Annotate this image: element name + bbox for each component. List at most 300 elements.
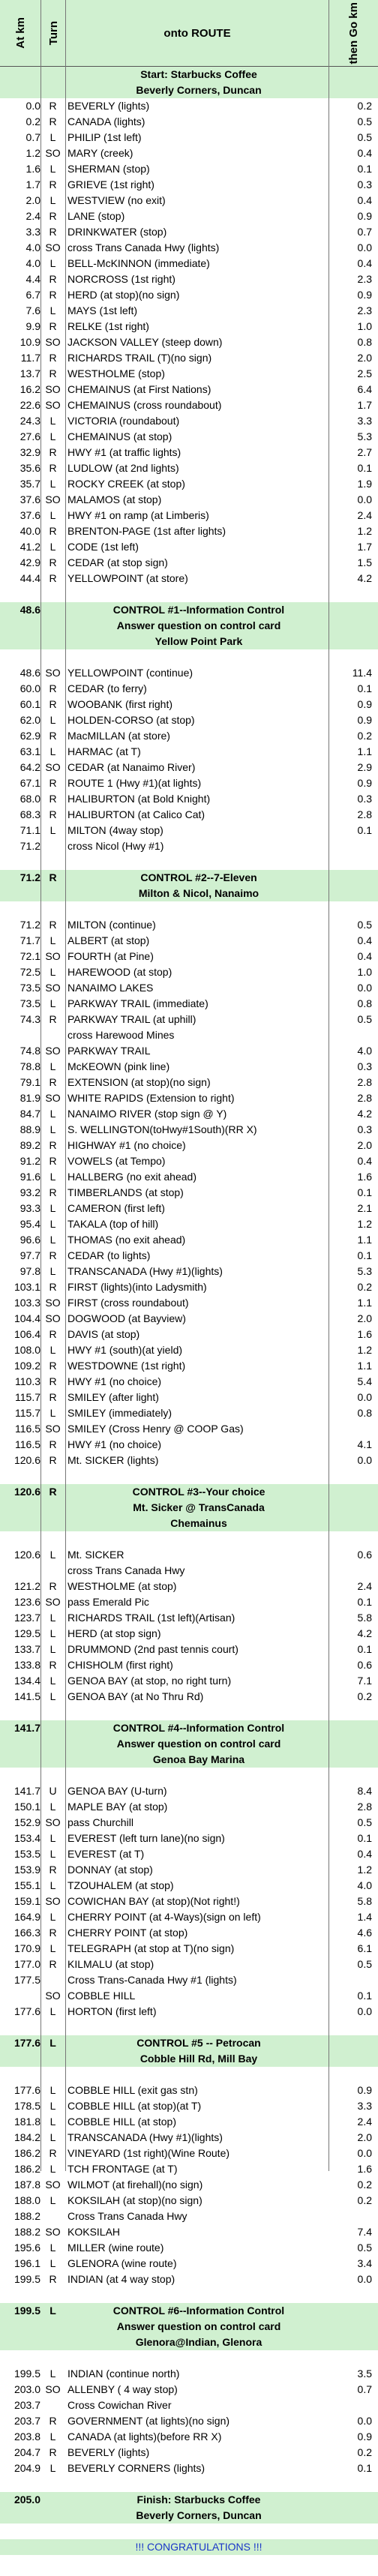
row-go-km: 1.1 [357,745,372,757]
row-at-km: 103.1 [14,1281,40,1293]
control-row [0,2319,378,2335]
row-route: DONNAY (at stop) [68,1864,153,1876]
row-go-km: 0.4 [357,934,372,946]
table-row [0,1201,378,1216]
row-route: LANE (stop) [68,210,125,222]
row-at-km: 41.2 [20,541,40,553]
row-go-km: 2.8 [357,1801,372,1813]
row-turn: L [50,2194,56,2206]
table-row [0,1279,378,1295]
row-at-km: 0.7 [26,131,40,143]
row-route: FIRST (cross roundabout) [68,1297,189,1309]
row-at-km: 177.6 [14,2084,40,2096]
row-route: GENOA BAY (at stop, no right turn) [68,1675,232,1687]
row-go-km: 0.5 [357,115,372,127]
row-route: VINEYARD (1st right)(Wine Route) [68,2147,230,2159]
row-turn: R [49,572,57,584]
row-at-km: 71.2 [20,919,40,931]
row-turn: SO [45,493,61,505]
row-route: MILLER (wine route) [68,2242,164,2254]
row-turn: L [50,966,56,978]
row-at-km: 141.7 [14,1785,40,1797]
row-route: TRANSCANADA (Hwy #1)(lights) [68,2131,223,2143]
row-at-km: 115.7 [15,1391,40,1403]
row-at-km: 177.6 [14,2037,40,2049]
table-row [0,1106,378,1122]
table-row [0,145,378,161]
row-go-km: 0.1 [357,1832,372,1844]
table-row [0,712,378,728]
column-divider-route [328,0,329,2171]
row-go-km: 0.2 [357,1281,372,1293]
row-turn: L [50,1344,56,1356]
row-turn: R [49,793,57,805]
row-turn: R [49,525,57,537]
table-row [0,1768,378,1783]
row-turn: L [50,1832,56,1844]
row-route: COBBLE HILL (at stop) [68,2116,176,2128]
table-row [0,1657,378,1673]
row-turn: R [49,1139,57,1151]
row-turn: R [49,462,57,474]
row-go-km: 0.1 [357,1596,372,1608]
row-at-km: 199.5 [14,2273,40,2285]
table-row [0,2350,378,2366]
row-route: pass Emerald Pic [68,1596,149,1608]
row-route: GENOA BAY (at No Thru Rd) [68,1690,204,1702]
row-route: PHILIP (1st left) [68,131,142,143]
row-go-km: 7.4 [357,2226,372,2238]
row-go-km: 0.1 [357,163,372,175]
row-turn: R [49,1328,57,1340]
row-turn: L [50,1848,56,1860]
table-row [0,2398,378,2413]
row-turn: L [50,1690,56,1702]
row-go-km: 0.4 [357,1848,372,1860]
row-turn: L [50,1234,56,1246]
row-route: TIMBERLANDS (at stop) [68,1186,184,1198]
row-turn: SO [45,1045,61,1057]
row-turn: R [49,1454,57,1466]
row-route: CEDAR (at Nanaimo River) [68,761,196,773]
table-row [0,2161,378,2177]
table-row [0,397,378,413]
row-at-km: 72.5 [20,966,40,978]
row-route: HALLBERG (no exit ahead) [68,1171,196,1183]
table-row [0,1311,378,1327]
row-at-km: 141.5 [14,1690,40,1702]
row-turn: L [50,131,56,143]
row-route: WHITE RAPIDS (Extension to right) [68,1092,235,1104]
row-go-km: 0.9 [357,698,372,710]
control-row [0,2335,378,2350]
row-at-km: 178.5 [14,2100,40,2112]
table-row [0,1673,378,1689]
table-row [0,1705,378,1720]
column-divider-km [40,0,41,2171]
row-at-km: 106.4 [14,1328,40,1340]
table-row [0,208,378,224]
row-turn: R [49,919,57,931]
row-at-km: 35.6 [20,462,40,474]
table-row [0,1232,378,1248]
row-at-km: 11.7 [20,352,40,364]
row-go-km: 0.1 [357,1249,372,1261]
control-row [0,870,378,886]
row-go-km: 1.9 [357,478,372,490]
row-go-km: 4.6 [357,1927,372,1939]
row-go-km: 0.3 [357,1060,372,1072]
row-go-km: 2.8 [357,1092,372,1104]
row-go-km: 0.0 [357,1454,372,1466]
row-turn: SO [45,399,61,411]
row-turn: SO [45,1423,61,1435]
row-route: GOVERNMENT (at lights)(no sign) [68,2415,230,2427]
row-go-km: 1.6 [357,2163,372,2175]
row-at-km: 1.2 [26,147,40,159]
table-row [0,2193,378,2209]
row-turn: R [49,1486,57,1498]
row-at-km: 186.2 [14,2147,40,2159]
row-go-km: 11.4 [352,667,372,679]
row-route: BEVERLY (lights) [68,2446,150,2458]
row-at-km: 166.3 [14,1927,40,1939]
table-row [0,2429,378,2445]
row-route: NORCROSS (1st right) [68,273,176,285]
row-turn: L [50,1171,56,1183]
row-turn: L [50,934,56,946]
row-route: MacMILLAN (at store) [68,730,170,742]
row-at-km: 204.7 [14,2446,40,2458]
row-turn: L [50,415,56,427]
row-turn: R [49,1013,57,1025]
row-route: SHERMAN (stop) [68,163,150,175]
control-row [0,2035,378,2051]
row-turn: L [50,2116,56,2128]
row-go-km: 8.4 [357,1785,372,1797]
table-row [0,901,378,917]
row-go-km: 0.7 [357,2383,372,2395]
row-turn: L [50,1612,56,1624]
row-route: MAYS (1st left) [68,304,138,316]
row-turn: R [49,226,57,238]
row-turn: L [50,1879,56,1891]
row-at-km: 199.5 [14,2368,40,2380]
table-row [0,2445,378,2461]
row-go-km: 0.9 [357,289,372,301]
row-at-km: 64.2 [20,761,40,773]
table-row [0,2413,378,2429]
table-row [0,1421,378,1437]
row-turn: R [49,352,57,364]
table-row [0,1909,378,1925]
control-row [0,886,378,901]
table-row [0,1957,378,1972]
table-row [0,1878,378,1894]
row-at-km: 109.2 [14,1360,40,1372]
row-route: WOOBANK (first right) [68,698,173,710]
row-route: MARY (creek) [68,147,134,159]
row-turn: R [49,1659,57,1671]
table-row [0,980,378,996]
row-route: HALIBURTON (at Bold Knight) [68,793,211,805]
table-row [0,555,378,571]
table-row [0,1390,378,1405]
row-route: cross Trans Canada Hwy (lights) [68,241,220,253]
row-route: COBBLE HILL [68,1990,136,2002]
table-row [0,807,378,823]
table-row [0,224,378,240]
table-row [0,2476,378,2492]
table-row [0,1075,378,1090]
table-row [0,1437,378,1453]
row-go-km: 3.3 [357,415,372,427]
row-go-km: 0.5 [357,1816,372,1828]
row-route: DOGWOOD (at Bayview) [68,1312,186,1324]
row-route: HERD (at stop)(no sign) [68,289,180,301]
row-go-km: 0.1 [357,462,372,474]
table-row [0,1043,378,1059]
header-go-km-label: then Go km [347,1,360,64]
table-row [0,1169,378,1185]
control-row [0,602,378,618]
table-row [0,460,378,476]
row-at-km: 71.7 [20,934,40,946]
row-go-km: 1.7 [357,541,372,553]
row-turn: L [50,1549,56,1561]
row-turn: L [50,163,56,175]
table-row [0,917,378,933]
row-go-km: 0.0 [357,1391,372,1403]
row-turn: L [50,2462,56,2474]
row-go-km: 2.8 [357,808,372,820]
row-route: VOWELS (at Tempo) [68,1155,166,1167]
row-go-km: 0.5 [357,131,372,143]
row-turn: R [49,210,57,222]
table-row [0,2020,378,2035]
row-route: ROCKY CREEK (at stop) [68,478,185,490]
row-at-km: 95.4 [20,1218,40,1230]
row-go-km: 0.2 [357,100,372,112]
row-route: pass Churchill [68,1816,134,1828]
row-turn: R [49,100,57,112]
table-row [0,744,378,760]
table-row [0,665,378,681]
row-at-km: 1.7 [26,178,40,190]
row-route: COBBLE HILL (at stop)(at T) [68,2100,202,2112]
row-at-km: 103.3 [14,1297,40,1309]
row-route: HWY #1 (south)(at yield) [68,1344,183,1356]
row-go-km: 0.1 [357,1643,372,1655]
row-route: CHEMAINUS (at First Nations) [68,383,212,395]
table-row [0,319,378,334]
row-turn: R [49,1958,57,1970]
row-route: Start: Starbucks Coffee [140,68,257,80]
row-go-km: 1.6 [357,1328,372,1340]
row-at-km: 35.7 [20,478,40,490]
row-at-km: 71.2 [20,840,40,852]
row-route: YELLOWPOINT (continue) [68,667,194,679]
table-row [0,2382,378,2398]
row-go-km: 0.4 [357,147,372,159]
control-row [0,1720,378,1736]
table-row [0,130,378,145]
table-row [0,476,378,492]
row-go-km: 4.0 [357,1879,372,1891]
row-go-km: 2.4 [357,2116,372,2128]
row-at-km: 2.0 [26,194,40,206]
table-row [0,177,378,193]
row-turn: R [49,808,57,820]
row-at-km: 155.1 [14,1879,40,1891]
table-row [0,445,378,460]
header-turn [41,0,65,66]
row-turn: L [50,745,56,757]
table-row [0,1972,378,1988]
row-turn: L [50,714,56,726]
row-at-km: 199.5 [14,2305,40,2317]
row-at-km: 96.6 [20,1234,40,1246]
table-row [0,98,378,114]
row-turn: R [49,1155,57,1167]
row-go-km: 5.8 [357,1895,372,1907]
table-row [0,1185,378,1201]
row-go-km: 1.0 [357,966,372,978]
row-route: TRANSCANADA (Hwy #1)(lights) [68,1265,223,1277]
row-route: BEVERLY CORNERS (lights) [68,2462,206,2474]
row-go-km: 5.3 [357,430,372,442]
row-at-km: 203.7 [14,2399,40,2411]
row-at-km: 1.6 [26,163,40,175]
row-route: HORTON (first left) [68,2005,157,2017]
row-at-km: 71.1 [20,824,40,836]
row-at-km: 97.7 [20,1249,40,1261]
table-row [0,933,378,949]
row-go-km: 2.4 [357,509,372,521]
row-turn: L [50,1407,56,1419]
row-turn: SO [45,761,61,773]
row-route: CAMERON (first left) [68,1202,165,1214]
row-go-km: 2.1 [357,1202,372,1214]
row-go-km: 2.7 [357,446,372,458]
row-go-km: 1.2 [357,1864,372,1876]
control-row [0,2508,378,2524]
table-row [0,728,378,744]
row-turn: L [50,1265,56,1277]
row-route: HARMAC (at T) [68,745,141,757]
row-route: CHEMAINUS (cross roundabout) [68,399,222,411]
row-at-km: 7.6 [26,304,40,316]
table-row [0,1216,378,1232]
row-at-km: 186.2 [14,2163,40,2175]
row-go-km: 2.5 [357,367,372,379]
table-row [0,508,378,523]
row-route: INDIAN (continue north) [68,2368,180,2380]
table-row [0,964,378,980]
table-row [0,287,378,303]
row-at-km: 6.7 [26,289,40,301]
table-row [0,2240,378,2256]
row-route: Genoa Bay Marina [152,1753,245,1765]
table-row [0,1925,378,1941]
row-at-km: 40.0 [20,525,40,537]
table-row [0,1122,378,1138]
table-row [0,1358,378,1374]
row-go-km: 0.0 [357,2415,372,2427]
table-row [0,2461,378,2476]
row-go-km: 0.8 [357,336,372,348]
table-row [0,2098,378,2114]
row-at-km: 153.5 [14,1848,40,1860]
table-row [0,2366,378,2382]
table-row [0,193,378,208]
row-route: ALLENBY ( 4 way stop) [68,2383,178,2395]
row-route: Chemainus [170,1517,227,1529]
row-at-km: 153.4 [14,1832,40,1844]
row-route: cross Nicol (Hwy #1) [68,840,164,852]
table-row [0,697,378,712]
row-turn: L [50,1643,56,1655]
row-route: MAPLE BAY (at stop) [68,1801,168,1813]
row-route: TAKALA (top of hill) [68,1218,159,1230]
table-row [0,2083,378,2098]
row-route: RICHARDS TRAIL (T)(no sign) [68,352,212,364]
row-turn: SO [45,2383,61,2395]
row-go-km: 0.0 [357,493,372,505]
row-at-km: 9.9 [26,320,40,332]
table-row [0,366,378,382]
header-turn-label: Turn [46,20,60,46]
row-route: WESTHOLME (at stop) [68,1580,177,1592]
row-turn: L [50,1911,56,1923]
row-route: Mt. Sicker @ TransCanada [133,1501,265,1513]
row-route: CHEMAINUS (at stop) [68,430,172,442]
row-at-km: 116.5 [15,1438,40,1450]
row-turn: R [49,2147,57,2159]
row-route: FIRST (lights)(into Ladysmith) [68,1281,207,1293]
row-route: WESTHOLME (stop) [68,367,165,379]
table-row [0,1815,378,1831]
row-route: CHERRY POINT (at 4-Ways)(sign on left) [68,1911,261,1923]
table-row [0,1799,378,1815]
row-at-km: 37.6 [20,493,40,505]
row-go-km: 1.2 [357,1218,372,1230]
row-go-km: 0.5 [357,1958,372,1970]
row-go-km: 1.2 [357,1344,372,1356]
row-turn: SO [45,667,61,679]
row-route: EVEREST (left turn lane)(no sign) [68,1832,225,1844]
table-row [0,1689,378,1705]
row-go-km: 4.2 [357,572,372,584]
row-route: HERD (at stop sign) [68,1627,161,1639]
table-row [0,2146,378,2161]
row-route: SMILEY (after light) [68,1391,159,1403]
row-turn: SO [45,1816,61,1828]
table-row [0,2209,378,2224]
row-route: EXTENSION (at stop)(no sign) [68,1076,211,1088]
table-row [0,2224,378,2240]
control-row [0,1500,378,1516]
row-go-km: 5.4 [357,1375,372,1387]
row-turn: R [49,289,57,301]
row-go-km: 0.7 [357,226,372,238]
row-at-km: 188.2 [14,2226,40,2238]
table-row [0,240,378,256]
row-route: TCH FRONTAGE (at T) [68,2163,178,2175]
row-go-km: 2.0 [357,1312,372,1324]
row-turn: SO [45,383,61,395]
row-route: CHERRY POINT (at stop) [68,1927,188,1939]
